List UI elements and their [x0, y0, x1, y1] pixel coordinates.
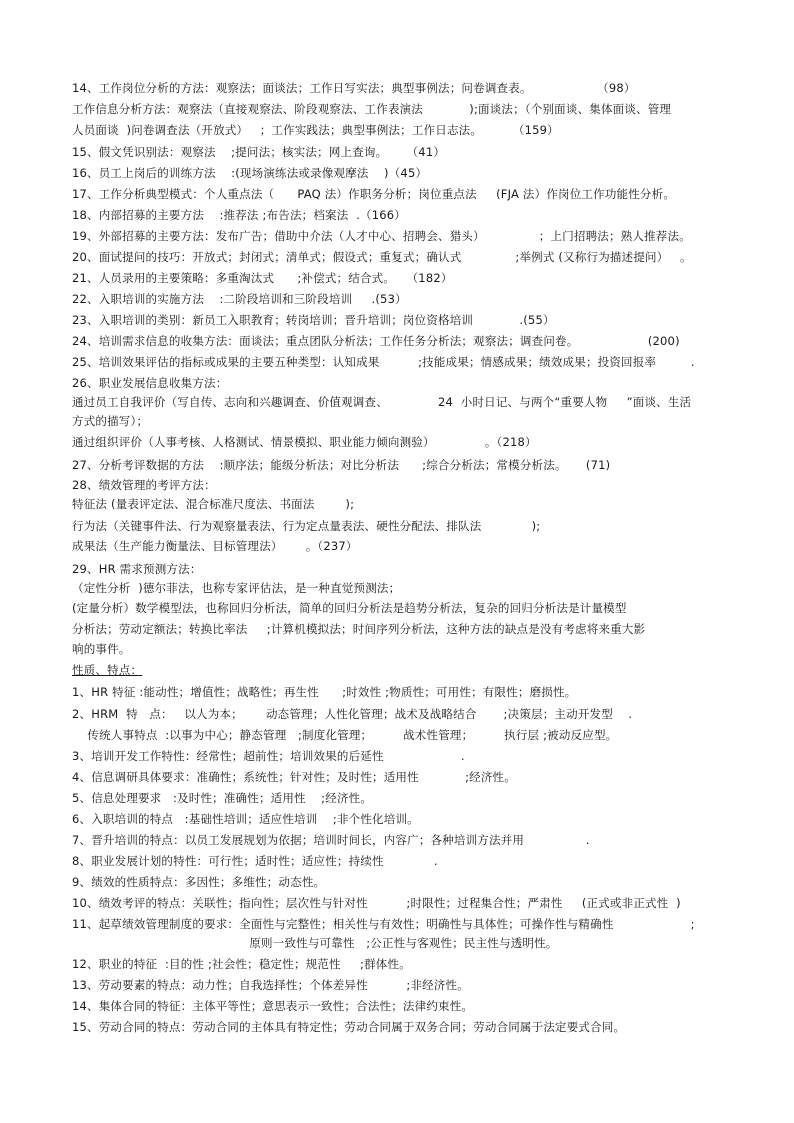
- text-line: 5、信息处理要求 :及时性；准确性；适用性 ;经济性。: [72, 791, 373, 805]
- text-line: 3、培训开发工作特性：经常性；超前性；培训效果的后延性 .: [72, 749, 465, 763]
- text-line: 15、假文凭识别法：观察法 ;提问法；核实法；网上查询。 （41）: [72, 145, 446, 159]
- text-line: 29、HR 需求预测方法：: [72, 562, 202, 576]
- text-line: 1、HR 特征 :能动性；增值性；战略性；再生性 ;时效性 ;物质性；可用性；有限性；磨损性。: [72, 685, 577, 699]
- text-line: 特征法 (量表评定法、混合标准尺度法、书面法 );: [72, 497, 355, 511]
- text-line: 行为法（关键事件法、行为观察量表法、行为定点量表法、硬性分配法、排队法 );: [72, 519, 541, 533]
- text-line: 传统人事特点 :以事为中心；静态管理 ;制度化管理； 战术性管理； 执行层 ;被动反应型。: [72, 728, 618, 742]
- text-line: 2、HRM 特 点： 以人为本； 动态管理；人性化管理；战术及战略结合 ;决策层；主动开发型 .: [72, 707, 633, 721]
- text-line: 14、集体合同的特征：主体平等性；意思表示一致性；合法性；法律约束性。: [72, 999, 474, 1013]
- text-line: 12、职业的特征 :目的性 ;社会性；稳定性；规范性 ;群体性。: [72, 957, 411, 971]
- text-line: 15、劳动合同的特点：劳动合同的主体具有特定性；劳动合同属于双务合同；劳动合同属于法定要式合同。: [72, 1020, 626, 1034]
- text-line: 分析法；劳动定额法；转换比率法 ;计算机模拟法；时间序列分析法，这种方法的缺点是没有考虑将来重大影: [72, 622, 646, 636]
- text-line: 19、外部招募的主要方法：发布广告；借助中介法（人才中心、招聘会、猎头） ；上门招聘法；熟人推荐法。: [72, 229, 691, 243]
- text-line: 通过组织评价（人事考核、人格测试、情景模拟、职业能力倾向测验） 。（218）: [72, 435, 537, 449]
- text-line: 工作信息分析方法：观察法（直接观察法、阶段观察法、工作表演法 );面谈法；（个别面谈、集体面谈、管理: [72, 102, 672, 116]
- text-line: 20、面试提问的技巧：开放式；封闭式；清单式；假设式；重复式；确认式 ;举例式 (又称行为描述提问） 。: [72, 250, 692, 264]
- text-line: 9、绩效的性质特点：多因性；多维性；动态性。: [72, 875, 326, 889]
- text-line: 人员面谈 )问卷调查法（开放式） ；工作实践法；典型事例法；工作日志法。 （159）: [72, 123, 559, 137]
- text-line: 4、信息调研具体要求：准确性；系统性；针对性；及时性；适用性 ;经济性。: [72, 770, 516, 784]
- text-line: 21、人员录用的主要策略：多重淘汰式 ;补偿式；结合式。 （182）: [72, 271, 453, 285]
- text-line: 24、培训需求信息的收集方法：面谈法；重点团队分析法；工作任务分析法；观察法；调查问卷。 (200): [72, 334, 680, 348]
- text-line: 8、职业发展计划的特性：可行性；适时性；适应性；持续性 .: [72, 854, 438, 868]
- text-line: 13、劳动要素的特点：动力性；自我选择性；个体差异性 ;非经济性。: [72, 978, 469, 992]
- text-line: 17、工作分析典型模式：个人重点法（ PAQ 法）作职务分析；岗位重点法 (FJA 法）作岗位工作功能性分析。: [72, 187, 676, 201]
- text-line: 方式的描写）；: [72, 414, 149, 428]
- text-line: 6、入职培训的特点 :基础性培训；适应性培训 ;非个性化培训。: [72, 812, 419, 826]
- text-line: 7、晋升培训的特点：以员工发展规划为依据；培训时间长，内容广；各种培训方法并用 .: [72, 833, 590, 847]
- text-line: 23、入职培训的类别：新员工入职教育；转岗培训；晋升培训；岗位资格培训 .(55）: [72, 313, 555, 327]
- text-line: 响的事件。: [72, 642, 131, 656]
- text-line: 22、入职培训的实施方法 :二阶段培训和三阶段培训 .(53）: [72, 292, 407, 306]
- text-line: 10、绩效考评的特点：关联性；指向性；层次性与针对性 ;时限性；过程集合性；严肃性 (正式或非正式性 ): [72, 896, 681, 910]
- text-line: 27、分析考评数据的方法 :顺序法；能级分析法；对比分析法 ;综合分析法；常模分析法。 (71): [72, 458, 611, 472]
- section-heading: 性质、特点：: [72, 663, 143, 677]
- text-line: 原则一致性与可靠性 ;公正性与客观性；民主性与透明性。: [72, 936, 558, 950]
- text-line: 28、绩效管理的考评方法：: [72, 478, 216, 492]
- text-line: 16、员工上岗后的训练方法 :(现场演练法或录像观摩法 )（45）: [72, 166, 428, 180]
- text-line: 25、培训效果评估的指标或成果的主要五种类型：认知成果 ;技能成果；情感成果；绩效成果；投资回报率 .: [72, 355, 695, 369]
- text-line: 18、内部招募的主要方法 :推荐法 ;布告法；档案法 .（166）: [72, 208, 406, 222]
- text-line: （定性分析 )德尔菲法，也称专家评估法，是一种直觉预测法；: [72, 581, 401, 595]
- text-line: 成果法（生产能力衡量法、目标管理法） 。（237）: [72, 539, 358, 553]
- text-line: 14、工作岗位分析的方法：观察法；面谈法；工作日写实法；典型事例法；问卷调查表。 （98）: [72, 81, 636, 95]
- text-line: 通过员工自我评价（写自传、志向和兴趣调查、价值观调查、 24 小时日记、与两个“重要人物 ”面谈、生活: [72, 395, 692, 409]
- text-line: 26、职业发展信息收集方法：: [72, 376, 228, 390]
- text-line: 11、起草绩效管理制度的要求：全面性与完整性；相关性与有效性；明确性与具体性；可操作性与精确性 ;: [72, 917, 695, 931]
- text-line: (定量分析）数学模型法，也称回归分析法，简单的回归分析法是趋势分析法，复杂的回归分析法是计量模型: [72, 601, 627, 615]
